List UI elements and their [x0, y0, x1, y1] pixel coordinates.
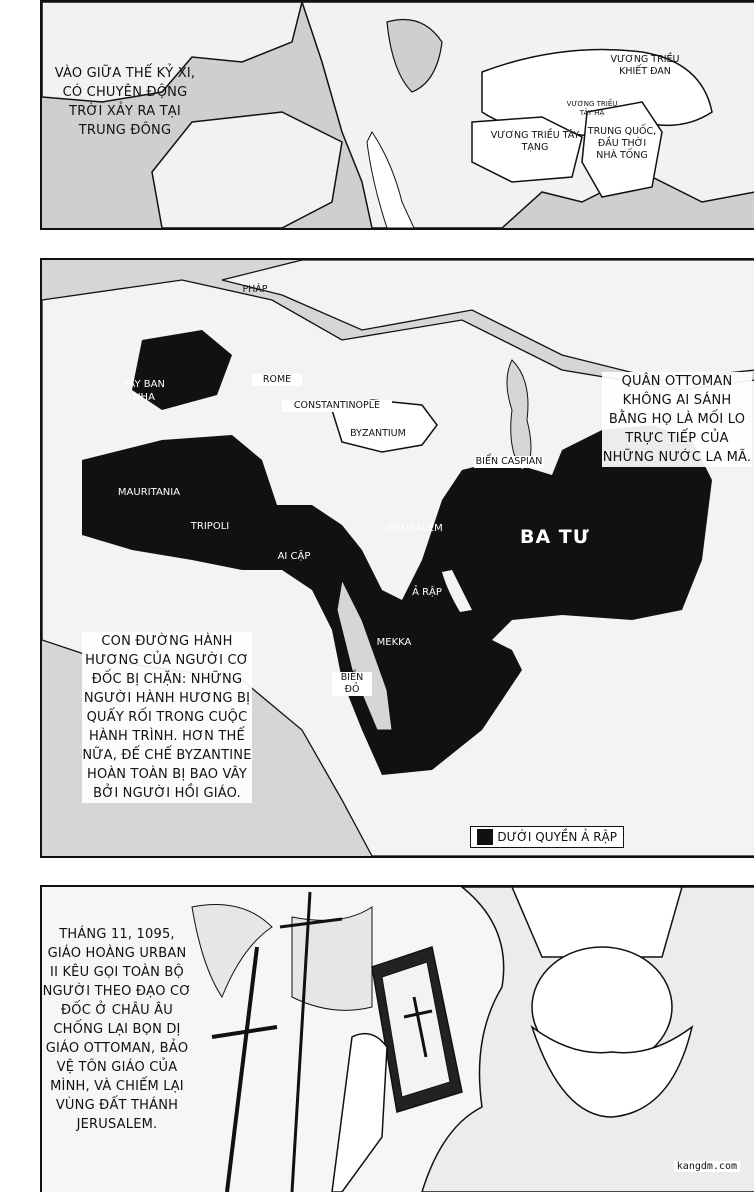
label-tay-ban-nha: TÂY BAN NHA: [123, 379, 165, 403]
label-bien-do: BIỂN ĐỎ: [332, 672, 372, 696]
map-caption-left: CON ĐƯỜNG HÀNH HƯƠNG CỦA NGƯỜI CƠ ĐỐC BỊ CHẶN: NHỮNG NGƯỜI HÀNH HƯƠNG BỊ QUẤY RỐI TRONG CUỘC HÀNH TRÌNH. HƠN THẾ NỮA, ĐẾ CHẾ BYZANTINE HOÀN TOÀN BỊ BAO VÂY BỞI NGƯỜI HỒI GIÁO.: [82, 634, 252, 801]
legend-label: DƯỚI QUYỀN Ả RẬP: [497, 830, 617, 844]
label-khiet-dan: VƯƠNG TRIỀU KHIẾT ĐAN: [610, 54, 680, 77]
label-byzantium: BYZANTIUM: [350, 428, 406, 439]
label-mauritania: MAURITANIA: [117, 487, 181, 498]
legend-black-swatch: [477, 829, 493, 845]
label-a-rap: Ả RẬP: [412, 587, 442, 598]
top-caption: VÀO GIỮA THẾ KỶ XI, CÓ CHUYỆN ĐỘNG TRỜI XẢY RA TẠI TRUNG ĐÔNG: [54, 66, 196, 138]
top-map-panel: [40, 0, 754, 230]
label-tay-ha: VƯƠNG TRIỀU TÂY HẠ: [566, 100, 618, 117]
label-tripoli: TRIPOLI: [190, 521, 230, 532]
label-jerusalem: JERUSALEM: [385, 523, 443, 534]
label-phap: PHÁP: [242, 284, 268, 295]
map-caption-right: QUÂN OTTOMAN KHÔNG AI SÁNH BẰNG HỌ LÀ MỐI LO TRỰC TIẾP CỦA NHỮNG NƯỚC LA MÃ.: [602, 374, 752, 465]
label-tay-tang: VƯƠNG TRIỀU TÂY TẠNG: [490, 130, 580, 153]
label-bien-caspian: BIỂN CASPIAN: [475, 456, 543, 467]
label-trung-quoc: TRUNG QUỐC, ĐẦU THỜI NHÀ TỐNG: [587, 126, 657, 161]
bottom-caption: THÁNG 11, 1095, GIÁO HOÀNG URBAN II KÊU GỌI TOÀN BỘ NGƯỜI THEO ĐẠO CƠ ĐỐC Ở CHÂU ÂU CHỐNG LẠI BỌN DỊ GIÁO OTTOMAN, BẢO VỆ TÔN GIÁO CỦA MÌNH, VÀ CHIẾM LẠI VÙNG ĐẤT THÁNH JERUSALEM.: [42, 927, 192, 1132]
middle-east-map-panel: [40, 258, 754, 858]
label-rome: ROME: [252, 374, 302, 386]
label-mekka: MEKKA: [376, 637, 412, 648]
label-ai-cap: AI CẬP: [277, 551, 311, 562]
label-ba-tu: BA TƯ: [520, 526, 590, 548]
pope-urban-panel: [40, 885, 754, 1192]
map-legend: [470, 826, 624, 848]
label-constantinople: CONSTANTINOPLE: [282, 400, 392, 412]
watermark: kangdm.com: [674, 1161, 740, 1172]
